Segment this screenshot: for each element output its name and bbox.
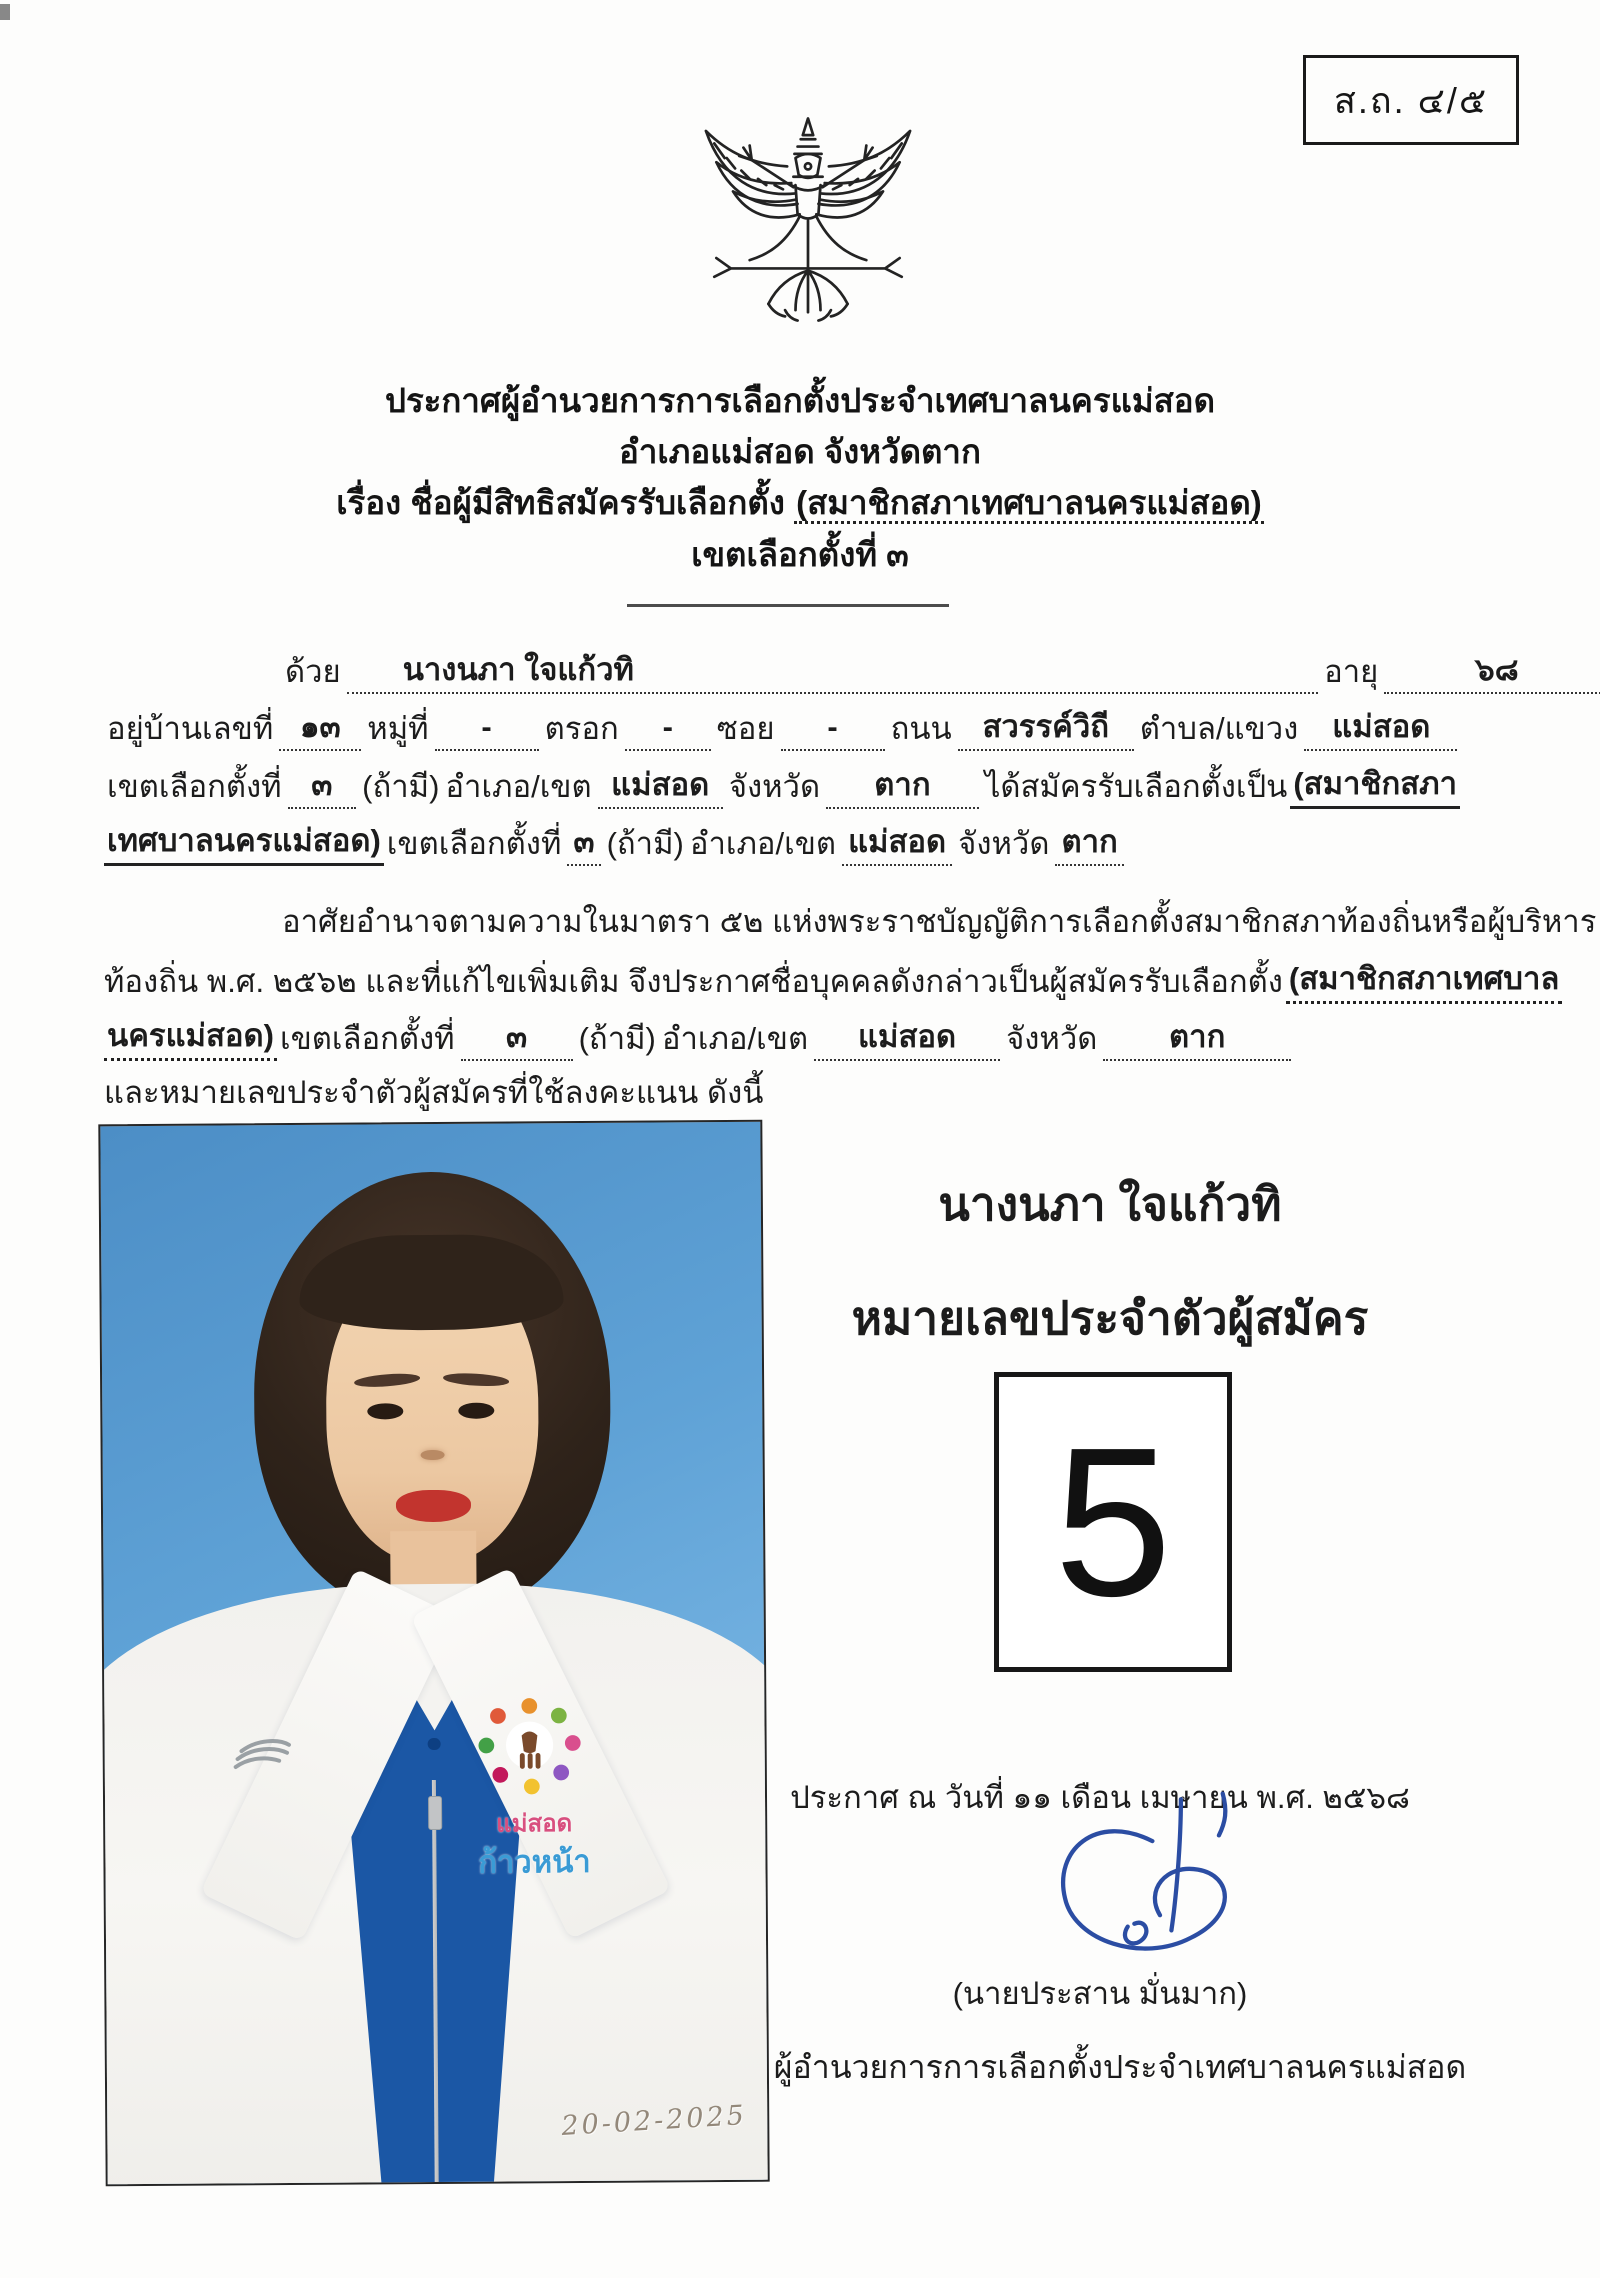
district2-field xyxy=(842,820,952,866)
para1-line4 xyxy=(104,819,1118,866)
subdistrict-value: แม่สอด xyxy=(1332,709,1431,744)
province2-label: จังหวัด xyxy=(958,826,1050,861)
garuda-emblem-icon xyxy=(683,112,933,352)
para1-line2 xyxy=(104,705,1460,751)
candidate-number-heading: หมายเลขประจำตัวผู้สมัคร xyxy=(851,1292,1369,1344)
province2-field xyxy=(1055,820,1123,866)
candidate-number: 5 xyxy=(1054,1403,1172,1640)
province-value: ตาก xyxy=(874,767,931,802)
scan-artifact-mark xyxy=(0,4,10,20)
constituency-value: ๓ xyxy=(311,767,333,802)
photo-hair-fringe xyxy=(299,1234,564,1331)
subject-prefix: เรื่อง ชื่อผู้มีสิทธิสมัครรับเลือกตั้ง xyxy=(336,484,785,521)
announcement-date-line: ประกาศ ณ วันที่ ๑๑ เดือน เมษายน พ.ศ. ๒๕๖๘ xyxy=(790,1780,1410,1815)
signer-title: ผู้อำนวยการการเลือกตั้งประจำเทศบาลนครแม่สอด xyxy=(773,2049,1467,2085)
para2-district-field xyxy=(814,1015,1000,1061)
para2-position-open: (สมาชิกสภาเทศบาล xyxy=(1286,957,1562,1004)
document-title-line3 xyxy=(0,476,1600,529)
house-field xyxy=(279,705,361,751)
document-title-line4: เขตเลือกตั้งที่ ๓ xyxy=(691,536,909,573)
trok-value: - xyxy=(662,709,673,744)
para2-province-value: ตาก xyxy=(1169,1019,1226,1054)
document-title-line1: ประกาศผู้อำนวยการการเลือกตั้งประจำเทศบาลนครแม่สอด xyxy=(385,382,1215,419)
candidate-name-heading: นางนภา ใจแก้วทิ xyxy=(938,1178,1282,1230)
candidate-name-field xyxy=(347,648,1318,694)
age-value: ๖๘ xyxy=(1475,652,1519,687)
position-open: (สมาชิกสภา xyxy=(1290,762,1460,809)
moo-value: - xyxy=(481,709,492,744)
province-field xyxy=(826,763,979,809)
party-badge-text-line1: แม่สอด xyxy=(496,1809,573,1838)
applied-label: ได้สมัครรับเลือกตั้งเป็น xyxy=(984,769,1288,804)
position-close: เทศบาลนครแม่สอด) xyxy=(104,819,384,866)
intro-label: ด้วย xyxy=(285,654,341,689)
jacket-brand-logo-icon xyxy=(223,1723,303,1787)
para2-district-value: แม่สอด xyxy=(858,1019,957,1054)
age-field xyxy=(1384,648,1600,694)
form-code-box xyxy=(1303,55,1519,145)
para2-line3 xyxy=(104,1014,1294,1061)
district2-value: แม่สอด xyxy=(848,824,947,859)
trok-label: ตรอก xyxy=(544,711,619,746)
house-value: ๑๓ xyxy=(299,709,341,744)
para2-line1: อาศัยอำนาจตามความในมาตรา ๕๒ แห่งพระราชบัญญัติการเลือกตั้งสมาชิกสภาท้องถิ่นหรือผู้บริหาร xyxy=(282,904,1597,939)
constituency2-value: ๓ xyxy=(573,824,595,859)
constituency2-label: เขตเลือกตั้งที่ xyxy=(386,826,562,861)
document-title-line2: อำเภอแม่สอด จังหวัดตาก xyxy=(619,433,981,470)
province-label: จังหวัด xyxy=(728,769,821,804)
jacket-party-badge xyxy=(470,1678,597,1901)
para2-if-any-label: (ถ้ามี) xyxy=(578,1021,656,1056)
para1-line1 xyxy=(104,648,1600,694)
constituency-label: เขตเลือกตั้งที่ xyxy=(107,769,282,804)
if-any2-label: (ถ้ามี) xyxy=(606,826,684,861)
para2-province-field xyxy=(1103,1015,1291,1061)
district-value: แม่สอด xyxy=(611,767,710,802)
trok-field xyxy=(625,705,711,751)
candidate-photo xyxy=(98,1120,769,2187)
subject-position: (สมาชิกสภาเทศบาลนครแม่สอด) xyxy=(794,484,1264,524)
district2-label: อำเภอ/เขต xyxy=(689,826,837,861)
moo-field xyxy=(435,705,539,751)
house-label: อยู่บ้านเลขที่ xyxy=(107,711,274,746)
candidate-number-box xyxy=(994,1372,1232,1672)
soi-label: ซอย xyxy=(716,711,775,746)
signer-name: (นายประสาน มั่นมาก) xyxy=(952,1976,1248,2011)
para2-district-label: อำเภอ/เขต xyxy=(661,1021,809,1056)
subdistrict-field xyxy=(1304,705,1457,751)
para2-line2-text: ท้องถิ่น พ.ศ. ๒๕๖๒ และที่แก้ไขเพิ่มเติม จึงประกาศชื่อบุคคลดังกล่าวเป็นผู้สมัครรับเลือกตั้ง xyxy=(104,964,1283,999)
party-badge-text-line2: ก้าวหน้า xyxy=(478,1844,591,1880)
if-any-label: (ถ้ามี) xyxy=(362,769,440,804)
title-divider xyxy=(627,604,949,607)
para2-line2 xyxy=(104,957,1560,1004)
subdistrict-label: ตำบล/แขวง xyxy=(1139,711,1299,746)
district-field xyxy=(598,763,723,809)
photo-lips xyxy=(396,1490,471,1522)
para2-province-label: จังหวัด xyxy=(1006,1021,1098,1056)
para2-position-close: นครแม่สอด) xyxy=(104,1014,277,1061)
candidate-name-value: นางนภา ใจแก้วทิ xyxy=(402,652,634,687)
constituency-field xyxy=(288,763,357,809)
form-code: ส.ถ. ๔/๕ xyxy=(1333,79,1489,121)
age-label: อายุ xyxy=(1324,654,1379,689)
district-label: อำเภอ/เขต xyxy=(445,769,592,804)
para2-constituency-label: เขตเลือกตั้งที่ xyxy=(280,1021,455,1056)
signature-ink xyxy=(1035,1786,1285,1976)
para2-line4: และหมายเลขประจำตัวผู้สมัครที่ใช้ลงคะแนน ดังนี้ xyxy=(104,1075,764,1110)
soi-field xyxy=(781,705,885,751)
moo-label: หมู่ที่ xyxy=(367,711,429,746)
para2-constituency-value: ๓ xyxy=(506,1019,528,1054)
road-field xyxy=(958,705,1134,751)
photo-polo-button xyxy=(428,1738,441,1751)
soi-value: - xyxy=(827,709,838,744)
photo-zipper-pull xyxy=(428,1796,442,1830)
road-value: สวรรค์วิถี xyxy=(982,709,1110,744)
para1-line3 xyxy=(104,762,1460,809)
photo-date-stamp: 20-02-2025 xyxy=(560,2099,749,2142)
road-label: ถนน xyxy=(890,711,952,746)
constituency2-field xyxy=(567,820,600,866)
party-badge-icon xyxy=(470,1678,589,1817)
para2-constituency-field xyxy=(461,1015,573,1061)
province2-value: ตาก xyxy=(1061,824,1118,859)
